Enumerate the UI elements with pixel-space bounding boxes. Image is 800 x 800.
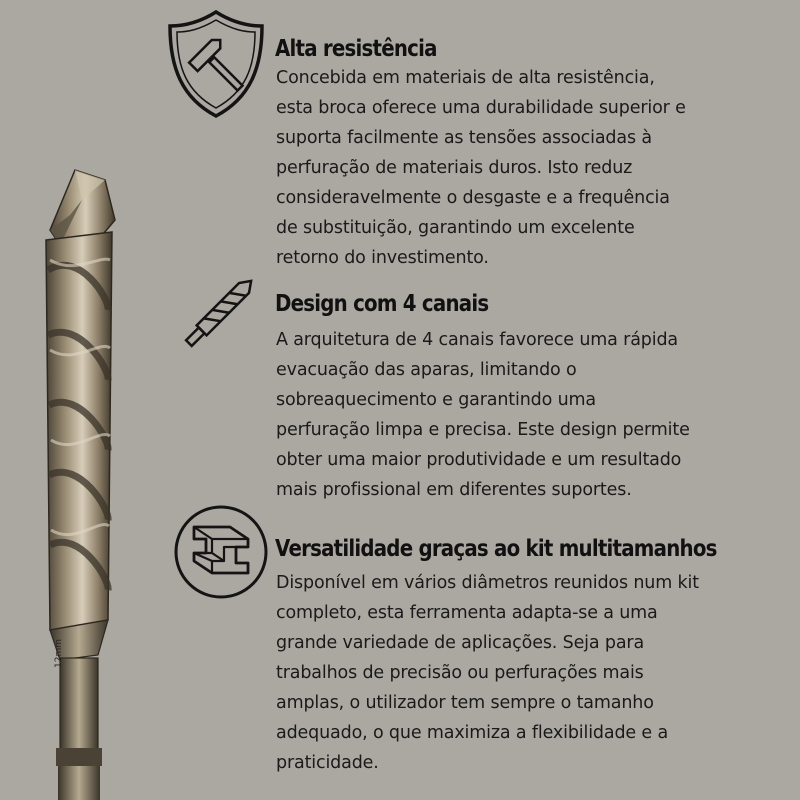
feature-body-versatility [276, 568, 699, 778]
feature-line: amplas, o utilizador tem sempre o tamanho [276, 693, 654, 713]
feature-title-channels: Design com 4 canais [275, 291, 489, 317]
drill-bit-image [20, 160, 130, 800]
feature-line: perfuração de materiais duros. Isto reduz [276, 158, 633, 178]
feature-line: perfuração limpa e precisa. Este design permite [276, 420, 690, 440]
feature-line: trabalhos de precisão ou perfurações mais [276, 663, 644, 683]
feature-line: retorno do investimento. [276, 248, 489, 268]
feature-line: Disponível em vários diâmetros reunidos num kit [276, 573, 699, 593]
feature-line: evacuação das aparas, limitando o [276, 360, 577, 380]
size-marking: 12mm [54, 639, 64, 668]
shield-hammer-icon [165, 8, 267, 120]
feature-line: mais profissional em diferentes suportes. [276, 480, 632, 500]
steel-beam-icon [172, 503, 270, 601]
feature-line: de substituição, garantindo um excelente [276, 218, 635, 238]
feature-line: consideravelmente o desgaste e a frequência [276, 188, 670, 208]
feature-body-channels [276, 325, 690, 505]
feature-title-versatility: Versatilidade graças ao kit multitamanhos [275, 536, 717, 562]
feature-line: adequado, o que maximiza a flexibilidade e a [276, 723, 669, 743]
feature-line: praticidade. [276, 753, 379, 773]
feature-line: sobreaquecimento e garantindo uma [276, 390, 596, 410]
feature-line: grande variedade de aplicações. Seja para [276, 633, 645, 653]
feature-line: suporta facilmente as tensões associadas à [276, 128, 652, 148]
feature-body-resistance [276, 63, 686, 273]
feature-line: obter uma maior produtividade e um resultado [276, 450, 682, 470]
feature-title-resistance: Alta resistência [275, 36, 437, 62]
feature-line: completo, esta ferramenta adapta-se a uma [276, 603, 658, 623]
drill-bit-icon [180, 272, 260, 352]
feature-line: esta broca oferece uma durabilidade superior e [276, 98, 686, 118]
feature-line: A arquitetura de 4 canais favorece uma rápida [276, 330, 678, 350]
feature-line: Concebida em materiais de alta resistência, [276, 68, 655, 88]
